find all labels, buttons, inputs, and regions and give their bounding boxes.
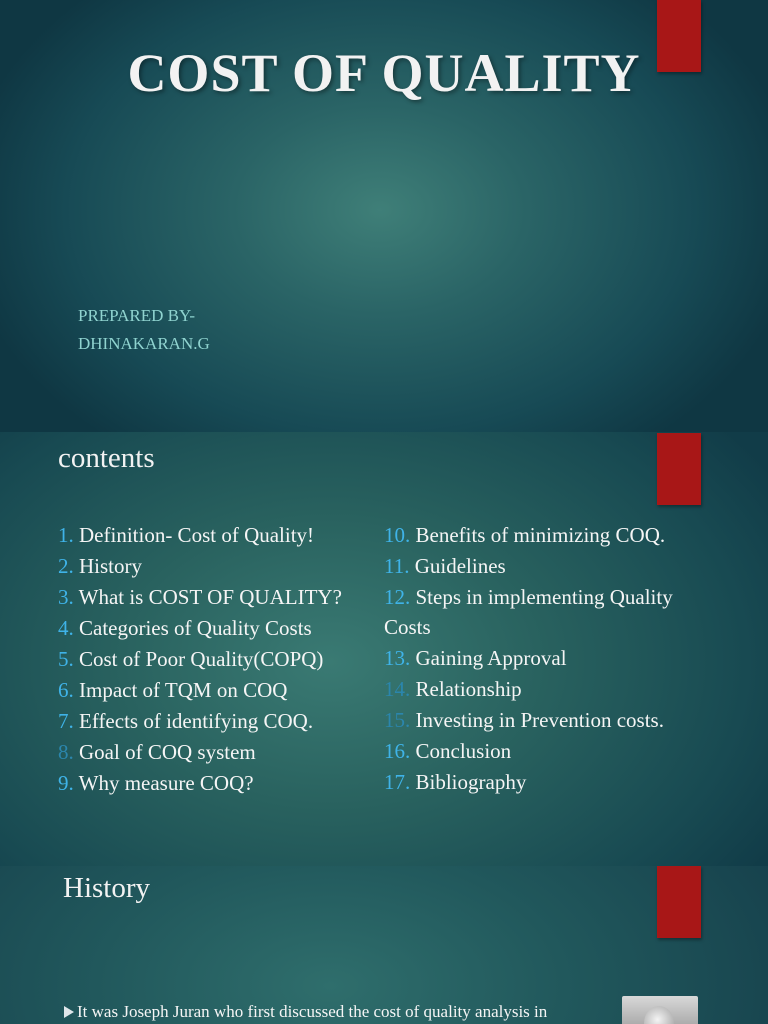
list-item: 17. Bibliography [384, 770, 527, 794]
history-bullet-text: It was Joseph Juran who first discussed the cost of quality analysis in [77, 1002, 548, 1021]
red-accent-bar [657, 866, 701, 938]
list-item: 2. History [58, 554, 142, 578]
list-item: 1. Definition- Cost of Quality! [58, 523, 315, 547]
bullet-arrow-icon [64, 1006, 74, 1018]
list-item: 6. Impact of TQM on COQ [58, 678, 288, 702]
list-item: 8. Goal of COQ system [58, 740, 256, 764]
author-name: DHINAKARAN.G [78, 334, 210, 353]
list-item: 3. What is COST OF QUALITY? [58, 585, 342, 609]
history-bullet [64, 1002, 547, 1022]
list-item: 5. Cost of Poor Quality(COPQ) [58, 647, 324, 671]
list-item: 10. Benefits of minimizing COQ. [384, 523, 666, 547]
red-accent-bar [657, 433, 701, 505]
list-item: 14. Relationship [384, 677, 522, 701]
history-slide [0, 866, 768, 1024]
contents-list-left [58, 520, 376, 799]
contents-slide [0, 432, 768, 866]
history-heading: History [63, 872, 150, 904]
list-item: 15. Investing in Prevention costs. [384, 708, 664, 732]
list-item: 16. Conclusion [384, 739, 512, 763]
list-item: 9. Why measure COQ? [58, 771, 254, 795]
slide-title: COST OF QUALITY [127, 43, 641, 103]
list-item: 7. Effects of identifying COQ. [58, 709, 314, 733]
portrait-photo [622, 996, 698, 1024]
list-item: 12. Steps in implementing Quality Costs [384, 585, 673, 639]
title-slide [0, 0, 768, 432]
list-item: 11. Guidelines [384, 554, 506, 578]
contents-heading: contents [58, 442, 155, 474]
prepared-by-label: PREPARED BY- [78, 306, 195, 325]
list-item: 4. Categories of Quality Costs [58, 616, 312, 640]
contents-list-right [384, 520, 714, 798]
list-item: 13. Gaining Approval [384, 646, 567, 670]
